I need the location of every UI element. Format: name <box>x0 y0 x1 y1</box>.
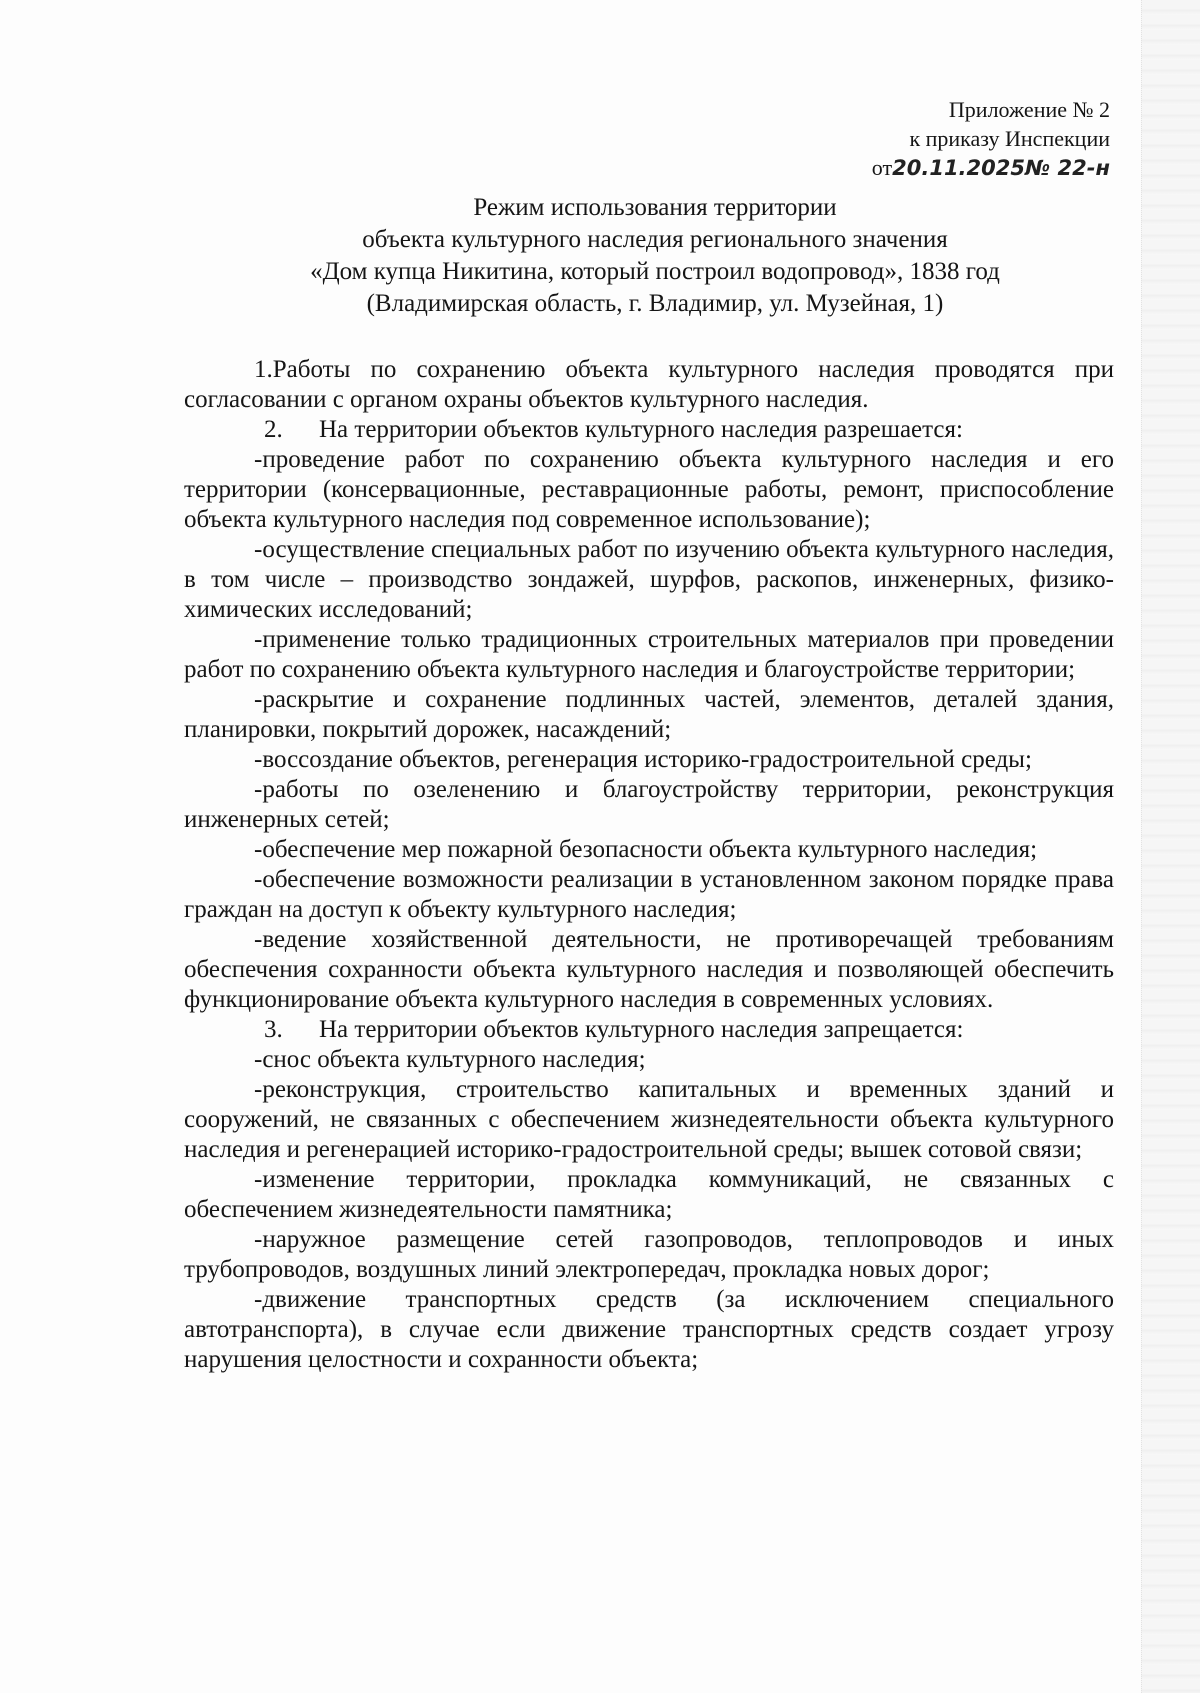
scan-edge-artifact <box>1141 0 1200 1693</box>
prohibited-item-2: -реконструкция, строительство капитальных и временных зданий и сооружений, не связанных с обеспечением жизнедеятельности объекта культурного наследия и регенерацией историко-градостроительной среды; вышек сотовой связи; <box>184 1076 1114 1163</box>
section-1-paragraph: 1.Работы по сохранению объекта культурного наследия проводятся при согласовании с органом охраны объектов культурного наследия. <box>184 356 1114 413</box>
title-line-3: «Дом купца Никитина, который построил водопровод», 1838 год <box>310 258 1000 285</box>
title-line-2: объекта культурного наследия регионального значения <box>362 226 948 253</box>
appendix-order-reference: к приказу Инспекции <box>909 126 1110 151</box>
prohibited-item-4: -наружное размещение сетей газопроводов, теплопроводов и иных трубопроводов, воздушных линий электропередач, прокладка новых дорог; <box>184 1226 1114 1283</box>
prohibited-item-5: -движение транспортных средств (за исключением специального автотранспорта), в случае если движение транспортных средств создает угрозу нарушения целостности и сохранности объекта; <box>184 1286 1114 1373</box>
section-3-heading <box>184 1015 1114 1045</box>
section-3-number: 3. <box>264 1016 283 1043</box>
section-2-heading-text: На территории объектов культурного наследия разрешается: <box>319 416 963 443</box>
appendix-header <box>780 95 1110 183</box>
appendix-number: Приложение № 2 <box>948 97 1110 122</box>
allowed-item-5: -воссоздание объектов, регенерация историко-градостроительной среды; <box>254 746 1032 773</box>
section-3-heading-text: На территории объектов культурного наследия запрещается: <box>319 1016 964 1043</box>
section-2-number: 2. <box>264 416 283 443</box>
prohibited-item-1: -снос объекта культурного наследия; <box>254 1046 646 1073</box>
allowed-item-1: -проведение работ по сохранению объекта культурного наследия и его территории (консервационные, реставрационные работы, ремонт, приспособление объекта культурного наследия под современное использование); <box>184 446 1114 533</box>
title-line-1: Режим использования территории <box>473 194 837 221</box>
section-2-heading <box>184 415 1114 445</box>
allowed-item-7: -обеспечение мер пожарной безопасности объекта культурного наследия; <box>254 836 1038 863</box>
title-line-4: (Владимирская область, г. Владимир, ул. Музейная, 1) <box>366 290 944 317</box>
allowed-item-9: -ведение хозяйственной деятельности, не противоречащей требованиям обеспечения сохранности объекта культурного наследия и позволяющей обеспечить функционирование объекта культурного наследия в современных условиях. <box>184 926 1114 1013</box>
appendix-date-line <box>780 153 1110 183</box>
allowed-item-6: -работы по озеленению и благоустройству территории, реконструкция инженерных сетей; <box>184 776 1114 833</box>
allowed-item-2: -осуществление специальных работ по изучению объекта культурного наследия, в том числе – производство зондажей, шурфов, раскопов, инженерных, физико-химических исследований; <box>184 536 1114 623</box>
prohibited-item-3: -изменение территории, прокладка коммуникаций, не связанных с обеспечением жизнедеятельности памятника; <box>184 1166 1114 1223</box>
document-title <box>240 192 1070 320</box>
allowed-item-3: -применение только традиционных строительных материалов при проведении работ по сохранению объекта культурного наследия и благоустройстве территории; <box>184 626 1114 683</box>
allowed-item-4: -раскрытие и сохранение подлинных частей, элементов, деталей здания, планировки, покрытий дорожек, насаждений; <box>184 686 1114 743</box>
handwritten-date-number: 20.11.2025№ 22-н <box>892 156 1110 180</box>
document-body <box>184 355 1114 1375</box>
appendix-date-prefix: от <box>871 155 893 180</box>
allowed-item-8: -обеспечение возможности реализации в установленном законом порядке права граждан на доступ к объекту культурного наследия; <box>184 866 1114 923</box>
